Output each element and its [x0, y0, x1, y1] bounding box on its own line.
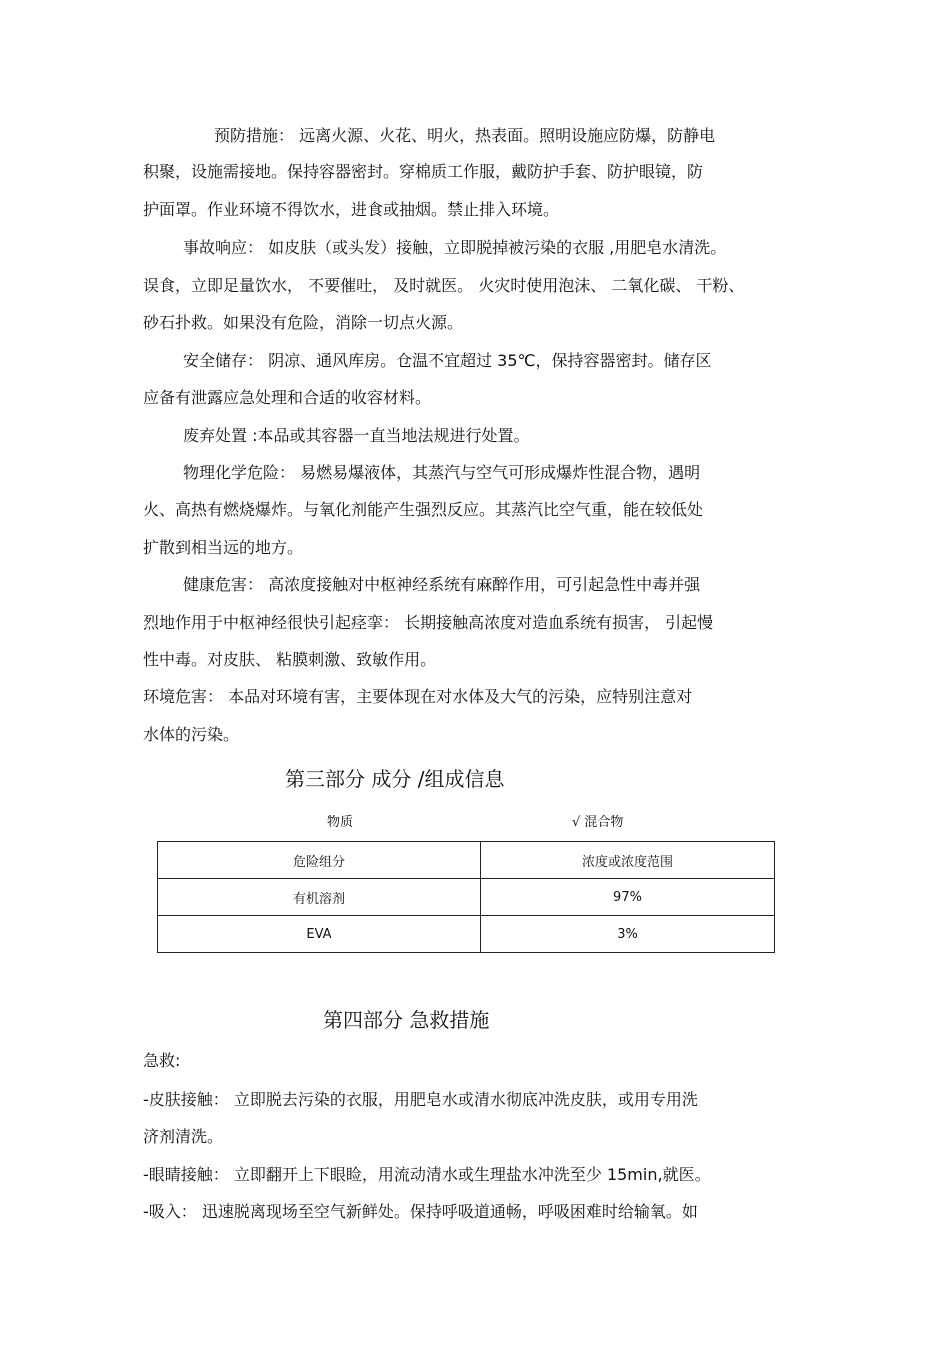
physchem-line-2: 火、高热有燃烧爆炸。与氧化剂能产生强烈反应。其蒸汽比空气重，能在较低处 [143, 500, 704, 519]
prevent-line-3: 护面罩。作业环境不得饮水，进食或抽烟。禁止排入环境。 [143, 200, 560, 219]
section4-title: 第四部分 急救措施 [323, 1008, 490, 1032]
skin-line-2: 济剂清洗。 [143, 1127, 224, 1146]
prevent-line-2: 积聚，设施需接地。保持容器密封。穿棉质工作服，戴防护手套、防护眼镜，防 [143, 162, 704, 181]
table-header-cell: 浓度或浓度范围 [481, 842, 775, 879]
health-line-1: 健康危害： 高浓度接触对中枢神经系统有麻醉作用，可引起急性中毒并强 [183, 575, 701, 594]
health-line-3: 性中毒。对皮肤、 粘膜刺激、致敏作用。 [143, 650, 437, 669]
table-header-cell: 危险组分 [158, 842, 481, 879]
inhale-line-1: -吸入： 迅速脱离现场至空气新鲜处。保持呼吸道通畅，呼吸困难时给输氧。如 [143, 1202, 698, 1221]
table-cell: 3% [481, 916, 775, 953]
composition-table [157, 841, 775, 953]
prevent-line-1: 预防措施： 远离火源、火花、明火，热表面。照明设施应防爆，防静电 [214, 126, 716, 145]
environment-line-1: 环境危害： 本品对环境有害，主要体现在对水体及大气的污染，应特别注意对 [143, 687, 693, 706]
physchem-line-3: 扩散到相当远的地方。 [143, 538, 304, 557]
disposal-line-1: 废弃处置 :本品或其容器一直当地法规进行处置。 [183, 426, 530, 445]
table-cell: 有机溶剂 [158, 879, 481, 916]
environment-line-2: 水体的污染。 [143, 725, 240, 744]
substance-label: 物质 [327, 815, 354, 830]
storage-line-2: 应备有泄露应急处理和合适的收容材料。 [143, 388, 432, 407]
response-line-3: 砂石扑救。如果没有危险，消除一切点火源。 [143, 313, 464, 332]
firstaid-intro: 急救: [143, 1051, 181, 1070]
table-row [158, 916, 775, 953]
section3-title: 第三部分 成分 /组成信息 [285, 767, 505, 791]
response-line-1: 事故响应： 如皮肤（或头发）接触，立即脱掉被污染的衣服 ,用肥皂水清洗。 [183, 238, 727, 257]
response-line-2: 误食，立即足量饮水， 不要催吐， 及时就医。 火灾时使用泡沫、 二氧化碳、 干粉、 [143, 276, 745, 295]
storage-line-1: 安全储存： 阴凉、通风库房。仓温不宜超过 35℃，保持容器密封。储存区 [183, 351, 712, 370]
physchem-line-1: 物理化学危险： 易燃易爆液体，其蒸汽与空气可形成爆炸性混合物，遇明 [183, 463, 701, 482]
health-line-2: 烈地作用于中枢神经很快引起痉挛： 长期接触高浓度对造血系统有损害， 引起慢 [143, 613, 714, 632]
table-cell: 97% [481, 879, 775, 916]
table-row [158, 879, 775, 916]
mixture-label: √ 混合物 [572, 815, 624, 830]
table-cell: EVA [158, 916, 481, 953]
skin-line-1: -皮肤接触： 立即脱去污染的衣服，用肥皂水或清水彻底冲洗皮肤，或用专用洗 [143, 1090, 698, 1109]
table-header-row [158, 842, 775, 879]
eye-line-1: -眼睛接触： 立即翻开上下眼睑，用流动清水或生理盐水冲洗至少 15min,就医。 [143, 1165, 711, 1184]
